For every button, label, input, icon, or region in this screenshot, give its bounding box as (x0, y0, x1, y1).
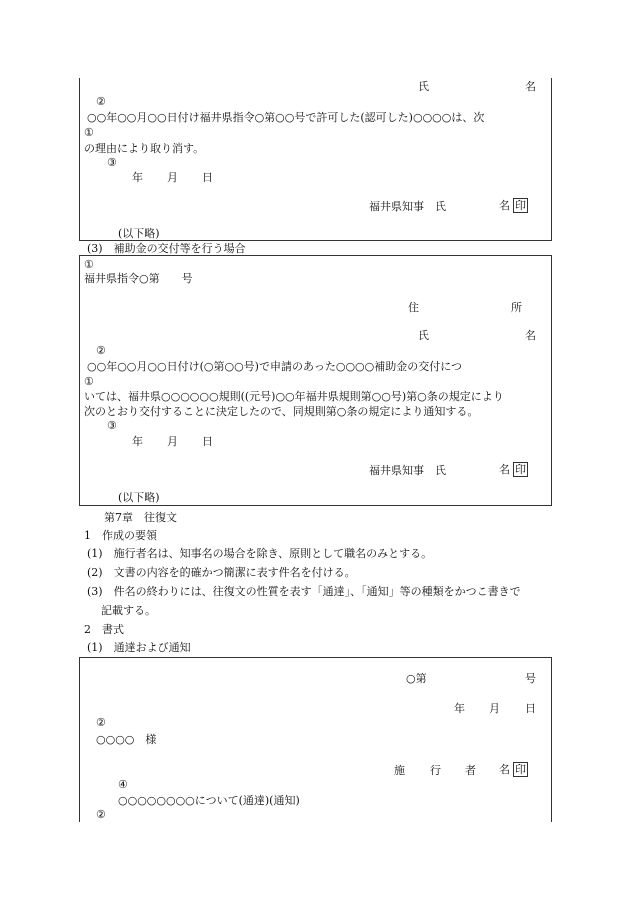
block2-body-line-1: ○○年○○月○○日付け(○第○○号)で申請のあった○○○○補助金の交付につ (87, 360, 463, 373)
block1-date-year: 年 (132, 171, 143, 184)
section1-item-3-line-1: (3) 件名の終わりには、往復文の性質を表す「通達」、「通知」等の種類をかつこ書きで (87, 585, 521, 598)
block2-date-day: 日 (202, 435, 213, 448)
block1-date-day: 日 (202, 171, 213, 184)
block3-issuer-1: 施 (394, 764, 405, 777)
block3-date-day: 日 (525, 702, 536, 715)
block1-governor-name (499, 198, 528, 213)
block3-date-month: 月 (489, 702, 500, 715)
block3-circle-2-bottom: ② (96, 808, 106, 821)
section3-heading: (3) 補助金の交付等を行う場合 (87, 242, 246, 255)
block2-name-1: 氏 (418, 329, 429, 342)
block1-governor: 福井県知事 氏 (369, 200, 446, 213)
block3-date-year: 年 (454, 702, 465, 715)
block3-subject: ○○○○○○○○について(通達)(通知) (118, 794, 300, 807)
block3-seal: 印 (515, 763, 526, 776)
block1-date-month: 月 (167, 171, 178, 184)
block2-date-year: 年 (132, 435, 143, 448)
block2-address-1: 住 (408, 301, 419, 314)
block3-left-border (79, 657, 80, 822)
block3-issuer-4: 名 (499, 763, 510, 776)
block3-issuer-name (499, 762, 528, 777)
block3-top-border (79, 657, 552, 658)
block1-body-line-2: の理由により取り消す。 (84, 142, 205, 155)
block1-governor-name-label: 名 (499, 199, 510, 212)
block3-circle-2: ② (96, 716, 106, 729)
block2-circle-1: ① (84, 375, 94, 388)
block1-name-label-2: 名 (525, 80, 536, 93)
block2-seal: 印 (515, 463, 526, 476)
chapter-heading: 第7章 往復文 (104, 511, 177, 524)
block1-body-line-1: ○○年○○月○○日付け福井県指令○第○○号で許可した(認可した)○○○○は、次 (87, 111, 485, 124)
block2-governor-name-label: 名 (499, 463, 510, 476)
block2-circle-1-top: ① (84, 258, 94, 271)
block2-circle-2: ② (96, 344, 106, 357)
block2-name-2: 名 (525, 329, 536, 342)
block1-seal: 印 (515, 199, 526, 212)
block2-directive-number: 福井県指令○第 号 (84, 272, 193, 285)
section1-item-2: (2) 文書の内容を的確かつ簡潔に表す件名を付ける。 (87, 566, 356, 579)
block3-right-border (551, 657, 552, 822)
block1-bottom-border (79, 240, 552, 241)
block1-left-border (79, 78, 80, 241)
block2-date-month: 月 (167, 435, 178, 448)
block2-body-line-3: 次のとおり交付することに決定したので、同規則第○条の規定により通知する。 (84, 405, 479, 418)
section2-item-1: (1) 通達および通知 (87, 641, 191, 654)
block1-circle-2: ② (96, 95, 106, 108)
block2-omitted: (以下略) (118, 491, 160, 504)
block1-circle-3: ③ (107, 156, 117, 169)
section1-item-3-line-2: 記載する。 (101, 604, 156, 617)
section1-heading: 1 作成の要領 (84, 529, 157, 542)
block2-address-2: 所 (511, 301, 522, 314)
block1-circle-1: ① (84, 126, 94, 139)
block2-circle-3: ③ (107, 419, 117, 432)
block1-name-label-1: 氏 (418, 80, 429, 93)
block2-governor: 福井県知事 氏 (369, 464, 446, 477)
block3-issuer-2: 行 (430, 764, 441, 777)
block3-number-prefix: ○第 (406, 672, 427, 685)
section2-heading: 2 書式 (84, 623, 124, 636)
block1-right-border (551, 78, 552, 241)
block3-addressee: ○○○○ 様 (96, 733, 157, 746)
block3-issuer-3: 者 (465, 764, 476, 777)
block3-circle-4: ④ (118, 778, 128, 791)
block3-number-suffix: 号 (525, 672, 536, 685)
section1-item-1: (1) 施行者名は、知事名の場合を除き、原則として職名のみとする。 (87, 547, 433, 560)
block2-frame (79, 255, 552, 506)
block2-governor-name (499, 462, 528, 477)
block1-omitted: (以下略) (118, 227, 160, 240)
block2-body-line-2: いては、福井県○○○○○○規則((元号)○○年福井県規則第○○号)第○条の規定により (84, 390, 504, 403)
